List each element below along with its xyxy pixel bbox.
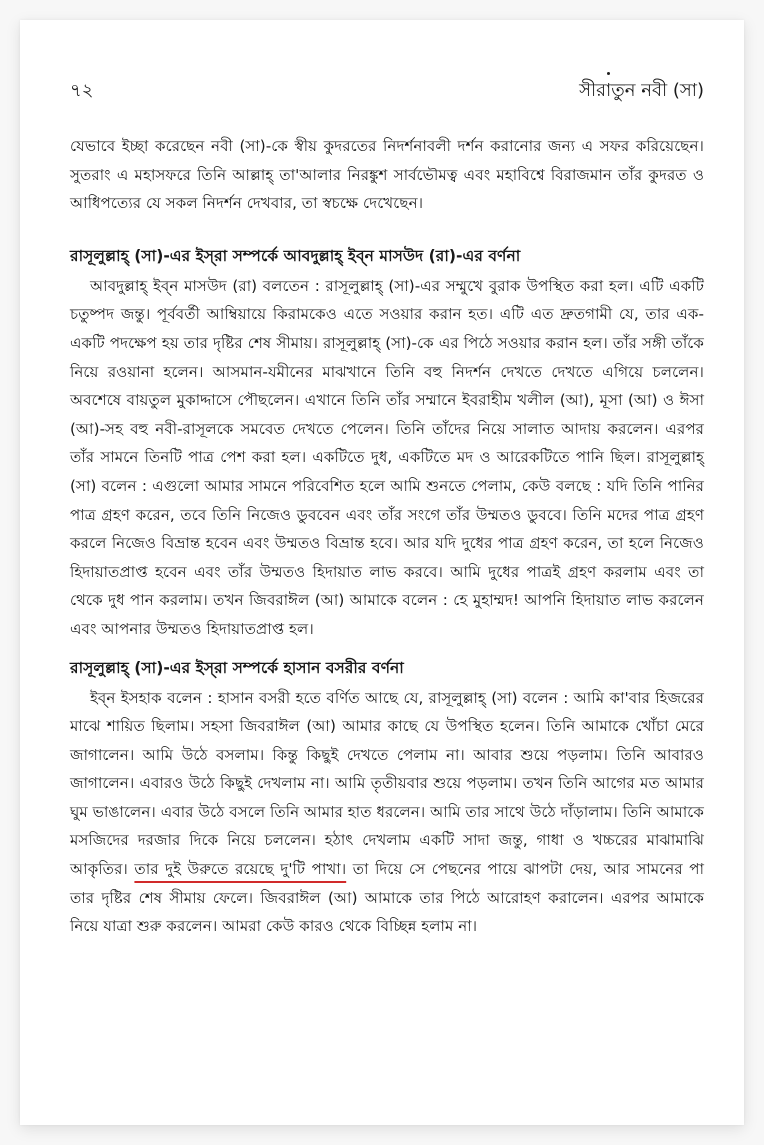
paragraph-text: ইব্‌ন ইসহাক বলেন : হাসান বসরী হতে বর্ণিত আছে যে, রাসূলুল্লাহ্ (সা) বলেন : আমি কা'বার হিজরের মাঝে শায়িত ছিলাম। সহসা জিবরাঈল (আ) আমার কাছে যে উপস্থিত হলেন। তিনি আমাকে খোঁচা মেরে জাগালেন। আমি উঠে বসলাম। কিন্তু কিছুই দেখতে পেলাম না। আবার শুয়ে পড়লাম। তিনি আবারও জাগালেন। এবারও উঠে কিছুই দেখলাম না। আমি তৃতীয়বার শুয়ে পড়লাম। তখন তিনি আগের মত আমার ঘুম ভাঙালেন। এবার উঠে বসলে তিনি আমার হাত ধরলেন। আমি তার সাথে উঠে দাঁড়ালাম। তিনি আমাকে মসজিদের দরজার দিকে নিয়ে চললেন। হঠাৎ দেখলাম একটি সাদা জন্তু, গাধা ও খচ্চরের মাঝামাঝি আকৃতির। xyxy=(70,688,704,879)
running-title: সীরাতুন নবী (সা) xyxy=(579,80,704,101)
section-paragraph-ibn-masud: আবদুল্লাহ্ ইব্‌ন মাসউদ (রা) বলতেন : রাসূলুল্লাহ্ (সা)-এর সম্মুখে বুরাক উপস্থিত করা হল। এটি একটি চতুষ্পদ জন্তু। পূর্ববর্তী আম্বিয়ায়ে কিরামকেও এতে সওয়ার করান হত। এটি এত দ্রুতগামী যে, তার এক-একটি পদক্ষেপ হয় তার দৃষ্টির শেষ সীমায়। রাসূলুল্লাহ্ (সা)-কে এর পিঠে সওয়ার করান হল। তাঁর সঙ্গী তাঁকে নিয়ে রওয়ানা হলেন। আসমান-যমীনের মাঝখানে তিনি বহু নিদর্শন দেখতে দেখতে এগিয়ে চললেন। অবশেষে বায়তুল মুকাদ্দাসে পৌছলেন। এখানে তিনি তাঁর সম্মানে ইবরাহীম খলীল (আ), মূসা (আ) ও ঈসা (আ)-সহ বহু নবী-রাসূলকে সমবেত দেখতে পেলেন। তিনি তাঁদের নিয়ে সালাত আদায় করলেন। এরপর তাঁর সামনে তিনটি পাত্র পেশ করা হল। একটিতে দুধ, একটিতে মদ ও আরেকটিতে পানি ছিল। রাসূলুল্লাহ্ (সা) বলেন : এগুলো আমার সামনে পরিবেশিত হলে আমি শুনতে পেলাম, কেউ বলছে : যদি তিনি পানির পাত্র গ্রহণ করেন, তবে তিনি নিজেও ডুববেন এবং তাঁর সংগে তাঁর উম্মতও ডুববে। তিনি মদের পাত্র গ্রহণ করলে নিজেও বিভ্রান্ত হবেন এবং উম্মতও বিভ্রান্ত হবে। আর যদি দুধের পাত্র গ্রহণ করেন, তা হলে নিজেও হিদায়াতপ্রাপ্ত হবেন এবং তাঁর উম্মতও হিদায়াত লাভ করবে। আমি দুধের পাত্রই গ্রহণ করলাম এবং তা থেকে দুধ পান করলাম। তখন জিবরাঈল (আ) আমাকে বলেন : হে মুহাম্মদ! আপনি হিদায়াত লাভ করলেন এবং আপনার উম্মতও হিদায়াতপ্রাপ্ত হল। xyxy=(70,276,704,638)
intro-paragraph: যেভাবে ইচ্ছা করেছেন নবী (সা)-কে স্বীয় কুদরতের নিদর্শনাবলী দর্শন করানোর জন্য এ সফর করিয়েছেন। সুতরাং এ মহাসফরে তিনি আল্লাহ্ তা'আলার নিরঙ্কুশ সার্বভৌমত্ব এবং মহাবিশ্বে বিরাজমান তাঁর কুদরত ও আধিপত্যের যে সকল নিদর্শন দেখবার, তা স্বচক্ষে দেখেছেন। xyxy=(70,137,704,213)
section-paragraph-hasan-basri xyxy=(70,684,704,941)
running-header xyxy=(70,76,704,107)
section-heading-ibn-masud: রাসূলুল্লাহ্ (সা)-এর ইস্‌রা সম্পর্কে আবদুল্লাহ্ ইব্‌ন মাসউদ (রা)-এর বর্ণনা xyxy=(70,246,521,265)
page-number: ৭২ xyxy=(70,80,94,101)
book-page xyxy=(20,20,744,1125)
underlined-highlight: তার দুই উরুতে রয়েছে দু'টি পাখা। xyxy=(134,860,347,879)
page-body xyxy=(70,132,704,941)
section-heading-hasan-basri: রাসূলুল্লাহ্ (সা)-এর ইস্‌রা সম্পর্কে হাসান বসরীর বর্ণনা xyxy=(70,658,404,677)
scan-speck xyxy=(607,72,610,75)
paragraph-text: তা দিয়ে সে পেছনের পায়ে ঝাপটা দেয়, আর সামনের পা তার দৃষ্টির শেষ সীমায় ফেলে। জিবরাঈল (আ) আমাকে তার পিঠে আরোহণ করালেন। এরপর আমাকে নিয়ে যাত্রা শুরু করলেন। আমরা কেউ কারও থেকে বিচ্ছিন্ন হলাম না। xyxy=(70,860,704,936)
